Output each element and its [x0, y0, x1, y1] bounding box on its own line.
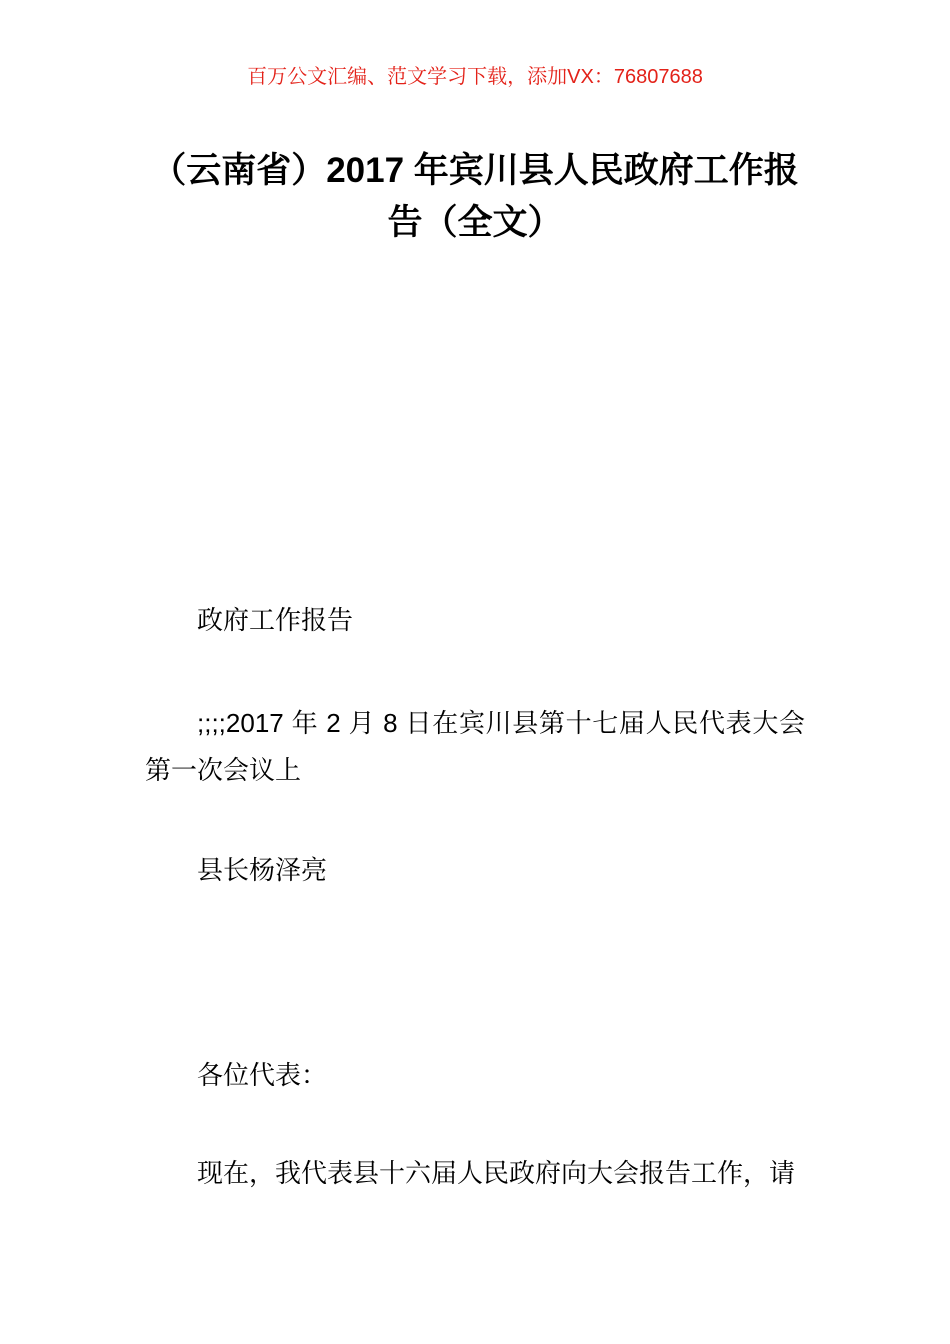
paragraph-author: 县长杨泽亮 — [197, 855, 328, 885]
paragraph-report-subtitle: 政府工作报告 — [197, 605, 354, 635]
paragraph-opening-line: 现在，我代表县十六届人民政府向大会报告工作，请 — [197, 1158, 796, 1188]
promo-banner-text: 百万公文汇编、范文学习下载，添加VX：76807688 — [247, 66, 703, 88]
document-title: （云南省）2017 年宾川县人民政府工作报告（全文） — [151, 151, 799, 242]
document-body — [0, 597, 950, 1197]
paragraph-session-info: ;;;;2017 年 2 月 8 日在宾川县第十七届人民代表大会第一次会议上 — [145, 708, 805, 785]
paragraph-salutation: 各位代表： — [197, 1060, 328, 1090]
